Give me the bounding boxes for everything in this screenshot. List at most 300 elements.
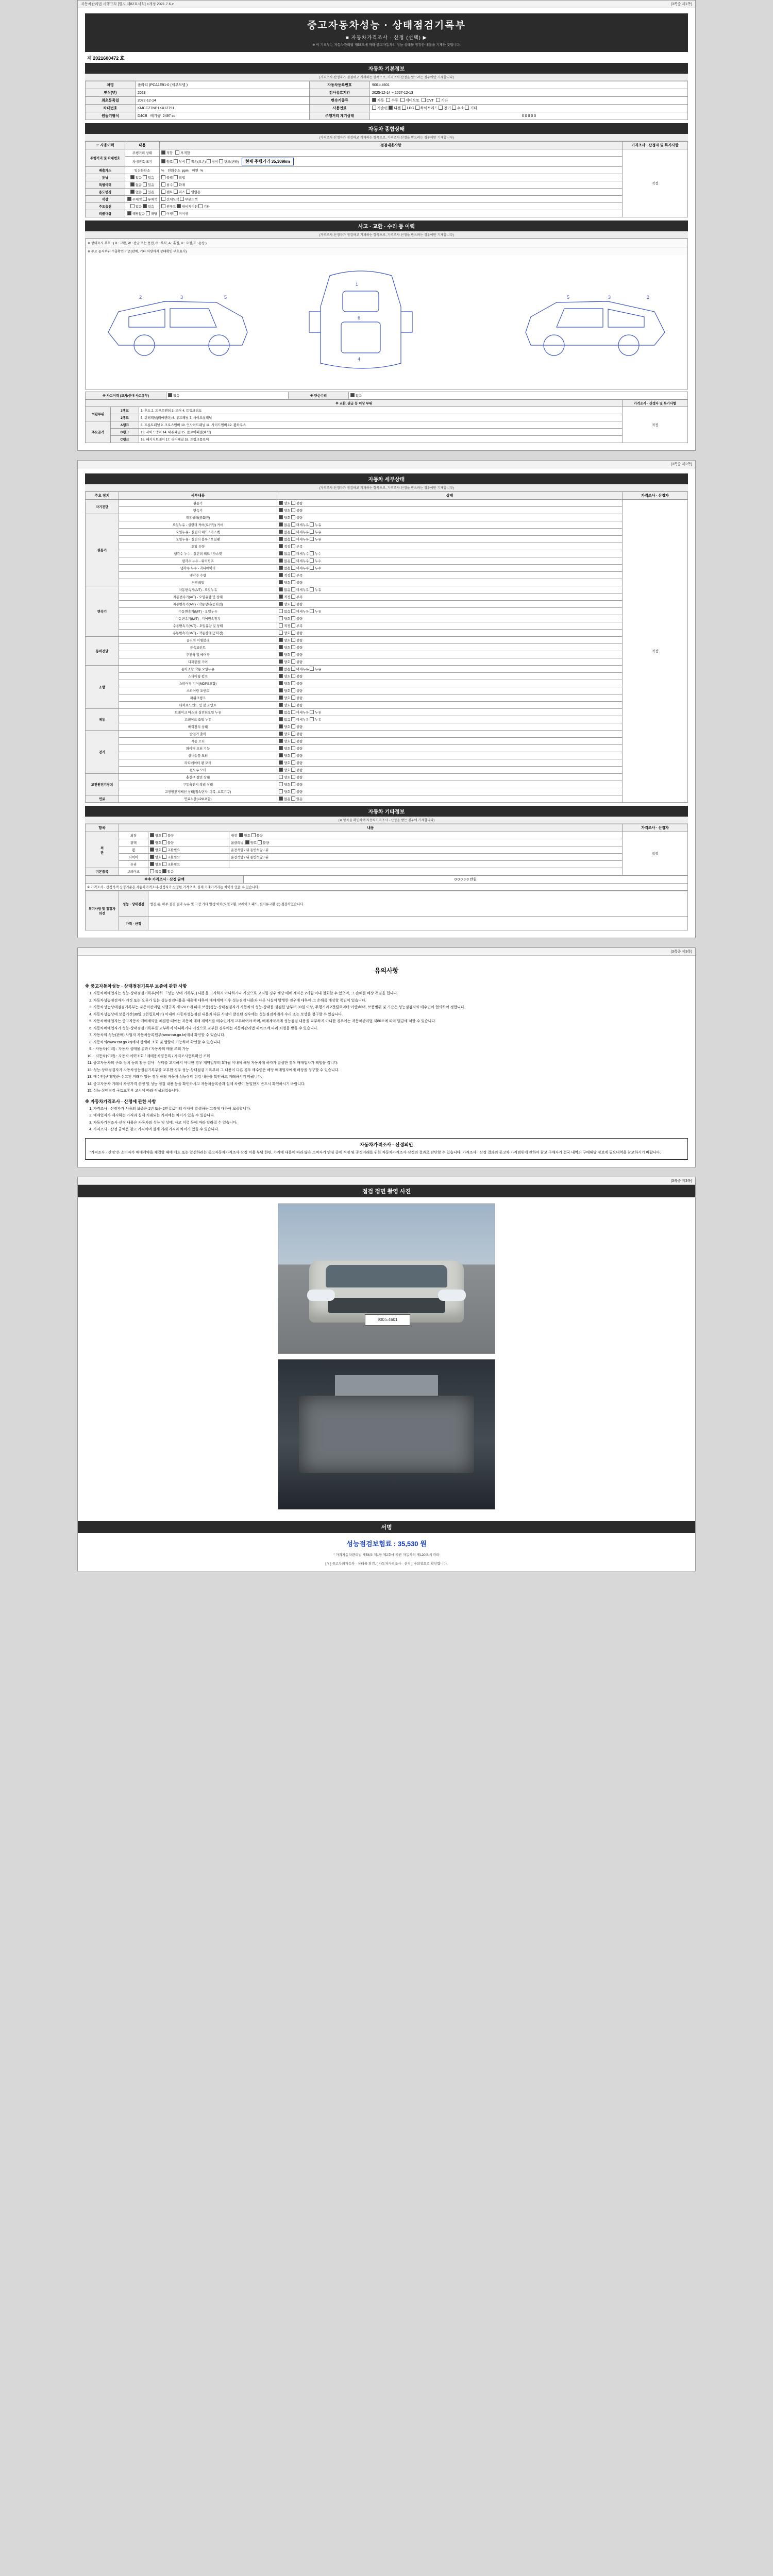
checkbox-vin-corrosion[interactable] <box>174 159 178 163</box>
opt-hv0-0: 양호 <box>284 776 291 779</box>
group-electric: 전기 <box>86 731 119 774</box>
checkbox-brake-2-a[interactable] <box>279 724 283 728</box>
checkbox-trans-0-c[interactable] <box>310 587 314 591</box>
checkbox-trans-3-a[interactable] <box>279 609 283 613</box>
checkbox-hv-2-b[interactable] <box>291 789 295 793</box>
checkbox-etc-1-b[interactable] <box>162 840 166 844</box>
checkbox-hv-1-a[interactable] <box>279 782 283 786</box>
checkbox-fuel-diesel[interactable] <box>389 106 393 110</box>
checkbox-steer-0-a[interactable] <box>279 667 283 671</box>
inspector-note-accident: 적정 <box>623 407 688 443</box>
checkbox-elec-0-b[interactable] <box>291 732 295 736</box>
checkbox-trans-5-b[interactable] <box>291 623 295 628</box>
checkbox-trans-cvt[interactable] <box>422 98 426 102</box>
special-note-table <box>85 891 688 930</box>
checkbox-brake-0-a[interactable] <box>279 710 283 714</box>
status-engine-1 <box>277 521 623 529</box>
checkbox-usechange-lease[interactable] <box>174 190 178 194</box>
photo-front-grille <box>328 1298 445 1313</box>
checkbox-etc-2-a[interactable] <box>150 848 154 852</box>
opt-b1-2: 누유 <box>315 718 322 722</box>
opt-s3-1: 불량 <box>296 689 303 693</box>
status-fuelleak <box>277 795 623 803</box>
status-power-1 <box>277 644 623 651</box>
checkbox-elec-3-b[interactable] <box>291 753 295 757</box>
checkbox-options-yes[interactable] <box>143 204 147 208</box>
checkbox-hv-2-a[interactable] <box>279 789 283 793</box>
item-elec-3: 실내송풍 모터 <box>119 752 277 759</box>
checkbox-trans-6-a[interactable] <box>279 631 283 635</box>
notice-item-12: 13. 매수인(구매자)은 신고된 거래가 있는 경우 해당 자동차 성능상태 점검 내용을 확인하고 거래하시기 바랍니다. <box>93 1075 688 1080</box>
checkbox-engine-7-b[interactable] <box>291 566 295 570</box>
opt-t0-2: 누유 <box>315 588 322 592</box>
opt-etc1-3: 불량 <box>262 841 269 845</box>
notice-item-1: 2. 자동차성능점검자가 거짓 또는 오류가 있는 성능점검내용을 내용에 대하여 매매계약 이후 성능점검 내용과 다른 사실이 발생한 경우에 대하여 그 손해를 배상할 책임이 있습니다. <box>93 998 688 1004</box>
opt-p1-0: 양호 <box>284 646 291 650</box>
opt-etc3-0: 양호 <box>155 856 162 859</box>
row-opts-vin <box>160 157 623 167</box>
opt-p0-1: 불량 <box>296 639 303 642</box>
row-opts-recall <box>160 210 623 217</box>
opt-e2-1: 미세누유 <box>296 531 309 534</box>
checkbox-trans-auto[interactable] <box>372 98 376 102</box>
checkbox-vin-alter[interactable] <box>219 159 223 163</box>
checkbox-engine-7-c[interactable] <box>310 566 314 570</box>
opt-p0-0: 양호 <box>284 639 291 642</box>
checkbox-tuning-none[interactable] <box>130 175 135 179</box>
checkbox-engine-4-b[interactable] <box>291 544 295 548</box>
checkbox-trans-4-a[interactable] <box>279 616 283 620</box>
checkbox-hv-0-a[interactable] <box>279 775 283 779</box>
checkbox-color-chromatic[interactable] <box>143 197 147 201</box>
checkbox-fuel-hydrogen[interactable] <box>452 106 456 110</box>
checkbox-steer-2-a[interactable] <box>279 681 283 685</box>
opt-p1-1: 불량 <box>296 646 303 650</box>
emission-unit-1: ppm <box>182 169 189 173</box>
checkbox-simple-none[interactable] <box>350 393 355 397</box>
row-opts-special <box>160 181 623 189</box>
price-survey-definition-box <box>85 1138 688 1160</box>
opt-fuel-0: 가솔린 <box>377 107 388 110</box>
opt-p3-0: 양호 <box>284 660 291 664</box>
opt-se-0: 양호 <box>284 502 291 505</box>
notice2-item-3: 4. 가격조사 · 산정 금액은 참고 가격이며 실제 거래 가격과 차이가 있을 수 있습니다. <box>93 1127 688 1133</box>
checkbox-color-full[interactable] <box>161 197 165 201</box>
checkbox-engine-9-b[interactable] <box>291 580 295 584</box>
value-mileage-meter: 0 0 0 0 0 <box>370 112 688 120</box>
price-note: ※ 가격조사 · 산정가격 산정기준은 자동차가격조사·산정자가 산정한 가격으로, 실제 거래가격과는 차이가 있을 수 있습니다. <box>86 884 688 891</box>
checkbox-recall-notdone[interactable] <box>174 211 178 215</box>
special-text: 엔진 룸, 하부 점검 결과 누유 및 고장 기타 발생 이력(오일교환, 브레이크 패드, 필터류교환 등) 점검하였습니다. <box>148 891 688 917</box>
checkbox-special-none[interactable] <box>130 182 135 187</box>
checkbox-trans-5-a[interactable] <box>279 623 283 628</box>
sheet-1 <box>77 0 696 451</box>
checkbox-etc-1-d[interactable] <box>258 840 262 844</box>
checkbox-mileage-ok[interactable] <box>161 150 165 155</box>
opt-recall-sub-1: 미이행 <box>178 212 189 216</box>
checkbox-trans-2-a[interactable] <box>279 602 283 606</box>
opt-s1-0: 양호 <box>284 675 291 679</box>
checkbox-special-yes[interactable] <box>143 182 147 187</box>
status-engine-5 <box>277 550 623 557</box>
checkbox-steer-5-a[interactable] <box>279 703 283 707</box>
checkbox-usechange-rent[interactable] <box>161 190 165 194</box>
svg-text:2: 2 <box>139 295 142 300</box>
checkbox-self-engine-bad[interactable] <box>291 501 295 505</box>
checkbox-fuelleak-yes[interactable] <box>291 796 295 801</box>
status-engine-8 <box>277 572 623 579</box>
status-steer-5 <box>277 702 623 709</box>
etc-item-3: 타이어 <box>119 854 148 861</box>
opt-recall-sub-0: 이행 <box>166 212 173 216</box>
group-frame: 주요골격 <box>86 421 111 443</box>
checkbox-etc-0-c[interactable] <box>239 833 243 837</box>
etc-head-item: 항목 <box>86 824 119 832</box>
checkbox-fuelleak-none[interactable] <box>279 796 283 801</box>
checkbox-trans-1-a[interactable] <box>279 595 283 599</box>
checkbox-trans-0-a[interactable] <box>279 587 283 591</box>
svg-text:3: 3 <box>180 295 183 300</box>
checkbox-trans-manual[interactable] <box>386 98 390 102</box>
checkbox-trans-3-c[interactable] <box>310 609 314 613</box>
checkbox-brake-1-b[interactable] <box>291 717 295 721</box>
item-steer-5: 타이로드엔드 및 볼 조인트 <box>119 702 277 709</box>
checkbox-trans-4-b[interactable] <box>291 616 295 620</box>
checkbox-engine-9-a[interactable] <box>279 580 283 584</box>
status-elec-4 <box>277 759 623 767</box>
checkbox-engine-5-a[interactable] <box>279 551 283 555</box>
opt-color-0: 무채색 <box>132 198 142 201</box>
checkbox-power-1-b[interactable] <box>291 645 295 649</box>
checkbox-power-3-a[interactable] <box>279 659 283 664</box>
svg-text:6: 6 <box>358 315 361 320</box>
checkbox-engine-5-b[interactable] <box>291 551 295 555</box>
opt-etc0-3: 불량 <box>256 834 263 838</box>
opt-e0-1: 불량 <box>296 516 303 520</box>
etc-second-4 <box>229 861 623 868</box>
current-mileage-highlight: 현재 주행거리 35,309km <box>242 158 294 165</box>
value-fuel <box>370 105 688 112</box>
opt-st-0: 양호 <box>284 509 291 513</box>
checkbox-steer-3-b[interactable] <box>291 688 295 692</box>
checkbox-steer-2-b[interactable] <box>291 681 295 685</box>
opt-usechange-sub-1: 리스 <box>178 191 186 194</box>
checkbox-etc-1-a[interactable] <box>150 840 154 844</box>
checkbox-basic-yes[interactable] <box>162 869 166 873</box>
checkbox-elec-0-a[interactable] <box>279 732 283 736</box>
etc-item-0: 외장 <box>119 832 148 839</box>
opt-t4-0: 양호 <box>284 617 291 621</box>
rank-b-text: 13. 사이드멤버 14. 대쉬패널 15. 플로어패널(바닥) <box>139 429 623 436</box>
opt-el3-0: 양호 <box>284 754 291 758</box>
checkbox-fuel-lpg[interactable] <box>402 106 406 110</box>
checkbox-usechange-biz[interactable] <box>186 190 190 194</box>
opt-b1-0: 없음 <box>284 718 291 722</box>
status-power-0 <box>277 637 623 644</box>
checkbox-engine-6-b[interactable] <box>291 558 295 563</box>
checkbox-steer-4-a[interactable] <box>279 696 283 700</box>
opt-basic-1: 있음 <box>167 870 174 874</box>
checkbox-hv-1-b[interactable] <box>291 782 295 786</box>
checkbox-engine-6-c[interactable] <box>310 558 314 563</box>
checkbox-hv-0-b[interactable] <box>291 775 295 779</box>
opt-e9-0: 양호 <box>284 581 291 585</box>
checkbox-special-flood[interactable] <box>161 182 165 187</box>
opt-el5-1: 불량 <box>296 769 303 772</box>
checkbox-accident-none[interactable] <box>168 393 172 397</box>
checkbox-elec-1-a[interactable] <box>279 739 283 743</box>
etc-second-1 <box>229 839 623 846</box>
checkbox-power-1-a[interactable] <box>279 645 283 649</box>
checkbox-brake-1-c[interactable] <box>310 717 314 721</box>
checkbox-color-achromatic[interactable] <box>127 197 131 201</box>
row-item-options <box>125 203 160 210</box>
checkbox-tuning-yes[interactable] <box>143 175 147 179</box>
checkbox-steer-1-a[interactable] <box>279 674 283 678</box>
checkbox-elec-2-b[interactable] <box>291 746 295 750</box>
checkbox-brake-0-b[interactable] <box>291 710 295 714</box>
checkbox-power-2-b[interactable] <box>291 652 295 656</box>
value-engine-type <box>136 112 310 120</box>
svg-text:5: 5 <box>567 295 570 300</box>
group-steering: 조향 <box>86 666 119 709</box>
signature-footnote-1: " 가격자동차관리법 제58조 제1항 제2호에 따른 자동차의 제120조에 따라 <box>333 1553 440 1557</box>
checkbox-engine-6-a[interactable] <box>279 558 283 563</box>
checkbox-steer-0-c[interactable] <box>310 667 314 671</box>
sheet2-left <box>81 462 82 467</box>
head-content: 내용 <box>125 142 160 149</box>
checkbox-trans-semi[interactable] <box>400 98 405 102</box>
label-accident-history: ※ 사고이력 (교차/중대 사고유무) <box>86 392 166 399</box>
head-item: 세부내용 <box>119 492 277 500</box>
item-brake-0: 브레이크 마스터 실린더오일 누유 <box>119 709 277 716</box>
row-opts-usechange <box>160 189 623 196</box>
opt-el0-0: 양호 <box>284 733 291 736</box>
checkbox-recall-na[interactable] <box>127 211 131 215</box>
checkbox-engine-7-a[interactable] <box>279 566 283 570</box>
checkbox-basic-none[interactable] <box>150 869 154 873</box>
checkbox-trans-2-b[interactable] <box>291 602 295 606</box>
opt-tuning-sub-1: 적법 <box>178 176 186 180</box>
group-outer-panel: 외판부위 <box>86 407 111 421</box>
status-engine-9 <box>277 579 623 586</box>
checkbox-etc-0-a[interactable] <box>150 833 154 837</box>
checkbox-brake-2-b[interactable] <box>291 724 295 728</box>
checkbox-engine-8-a[interactable] <box>279 573 283 577</box>
status-elec-1 <box>277 738 623 745</box>
checkbox-engine-8-b[interactable] <box>291 573 295 577</box>
opt-e5-2: 누수 <box>315 552 322 556</box>
checkbox-elec-3-a[interactable] <box>279 753 283 757</box>
opt-e9-1: 불량 <box>296 581 303 585</box>
opt-fuel-2: LPG <box>407 107 414 110</box>
checkbox-fuel-gasoline[interactable] <box>372 106 376 110</box>
checkbox-elec-5-b[interactable] <box>291 768 295 772</box>
signature-section-title: 서명 <box>78 1521 695 1533</box>
item-hv-1: 구동축전지 격리 상태 <box>119 781 277 788</box>
checkbox-vin-good[interactable] <box>161 159 165 163</box>
checkbox-steer-5-b[interactable] <box>291 703 295 707</box>
checkbox-color-partial[interactable] <box>180 197 184 201</box>
notice-item-13: 14. 중고자동차 거래시 차량가격 산정 및 성능 점검 내용 등을 확인하시고 자동차등록증과 실제 차량이 동일한지 반드시 확인하시기 바랍니다. <box>93 1082 688 1088</box>
status-trans-3 <box>277 608 623 615</box>
checkbox-engine-2-b[interactable] <box>291 530 295 534</box>
row-item-usechange <box>125 189 160 196</box>
checkbox-tuning-illegal[interactable] <box>161 175 165 179</box>
item-trans-0: 자동변속기(A/T) - 오일누유 <box>119 586 277 594</box>
opt-s0-2: 누유 <box>315 668 322 671</box>
checkbox-etc-4-b[interactable] <box>162 862 166 866</box>
checkbox-etc-0-b[interactable] <box>162 833 166 837</box>
checkbox-etc-1-c[interactable] <box>245 840 249 844</box>
checkbox-elec-5-a[interactable] <box>279 768 283 772</box>
item-steer-2: 스티어링 기어(MDPS포함) <box>119 680 277 687</box>
checkbox-trans-1-b[interactable] <box>291 595 295 599</box>
checkbox-steer-1-b[interactable] <box>291 674 295 678</box>
checkbox-engine-1-a[interactable] <box>279 522 283 527</box>
checkbox-engine-2-a[interactable] <box>279 530 283 534</box>
opt-e3-0: 없음 <box>284 538 291 541</box>
checkbox-etc-0-d[interactable] <box>251 833 256 837</box>
checkbox-tuning-legal[interactable] <box>174 175 178 179</box>
checkbox-recall-done[interactable] <box>161 211 165 215</box>
opt-recall-1: 해당 <box>150 212 158 216</box>
checkbox-options-etc[interactable] <box>198 204 203 208</box>
emission-co: 일산화탄소 <box>134 169 150 173</box>
checkbox-options-navi[interactable] <box>177 204 181 208</box>
checkbox-trans-6-b[interactable] <box>291 631 295 635</box>
opt-el5-0: 양호 <box>284 769 291 772</box>
checkbox-engine-0-b[interactable] <box>291 515 295 519</box>
checkbox-trans-3-b[interactable] <box>291 609 295 613</box>
emission-smoke: 매연 <box>192 169 198 173</box>
checkbox-options-sunroof[interactable] <box>161 204 165 208</box>
checkbox-recall-yes[interactable] <box>146 211 150 215</box>
opt-t1-1: 부족 <box>296 596 303 599</box>
status-brake-0 <box>277 709 623 716</box>
section-basic-info: 자동차 기본정보 <box>85 63 688 74</box>
opt-e4-0: 적정 <box>284 545 291 549</box>
checkbox-usechange-none[interactable] <box>130 190 135 194</box>
opt-e7-2: 누수 <box>315 567 322 570</box>
checkbox-self-trans-good[interactable] <box>279 508 283 512</box>
checkbox-power-0-b[interactable] <box>291 638 295 642</box>
checkbox-elec-4-b[interactable] <box>291 760 295 765</box>
checkbox-self-engine-good[interactable] <box>279 501 283 505</box>
opt-e5-0: 없음 <box>284 552 291 556</box>
checkbox-fuel-etc[interactable] <box>465 106 469 110</box>
checkbox-vin-damage[interactable] <box>186 159 190 163</box>
item-engine-6: 냉각수 누수 - 워터펌프 <box>119 557 277 565</box>
sheet4-left <box>81 1178 82 1183</box>
checkbox-power-0-a[interactable] <box>279 638 283 642</box>
head-main-device: 주요 장치 <box>86 492 119 500</box>
rank-2-text: 5. 쿼터패널(리어펜더) 6. 루프패널 7. 사이드실패널 <box>139 414 623 421</box>
checkbox-trans-0-b[interactable] <box>291 587 295 591</box>
photo-underbody <box>278 1359 495 1510</box>
checkbox-elec-2-a[interactable] <box>279 746 283 750</box>
etc-table <box>85 824 688 875</box>
checkbox-mileage-ng[interactable] <box>175 150 179 155</box>
fee-label: 성능점검보험료 : <box>346 1539 396 1548</box>
item-engine-8: 냉각수 수량 <box>119 572 277 579</box>
checkbox-engine-1-b[interactable] <box>291 522 295 527</box>
status-hv-0 <box>277 774 623 781</box>
checkbox-engine-4-a[interactable] <box>279 544 283 548</box>
checkbox-vin-diff[interactable] <box>207 159 211 163</box>
checkbox-steer-4-b[interactable] <box>291 696 295 700</box>
opt-vin-4: 변조(변타) <box>224 160 239 164</box>
opt-fuel-6: 기타 <box>470 107 477 110</box>
checkbox-fuel-ev[interactable] <box>439 106 443 110</box>
checkbox-elec-1-b[interactable] <box>291 739 295 743</box>
checkbox-engine-3-b[interactable] <box>291 537 295 541</box>
checkbox-engine-2-c[interactable] <box>310 530 314 534</box>
checkbox-self-trans-bad[interactable] <box>291 508 295 512</box>
checkbox-steer-0-b[interactable] <box>291 667 295 671</box>
page-number-4: (3쪽중 제3쪽) <box>670 1179 692 1183</box>
label-fuel: 사용연료 <box>310 105 370 112</box>
opt-recall-0: 해당없음 <box>132 212 145 216</box>
opt-fl-1: 있음 <box>296 798 303 801</box>
checkbox-etc-2-b[interactable] <box>162 848 166 852</box>
checkbox-etc-3-b[interactable] <box>162 855 166 859</box>
checkbox-options-none[interactable] <box>130 204 135 208</box>
opt-el1-1: 불량 <box>296 740 303 743</box>
sheet1-topbar <box>78 1 695 8</box>
notice-item-5: 6. 자동차매매업자가 성능·상태점검기록부를 교부하지 아니하거나 거짓으로 교부한 경우에는 자동차관리법 제79조에 따라 처벌을 받을 수 있습니다. <box>93 1026 688 1032</box>
checkbox-fuel-hybrid[interactable] <box>415 106 419 110</box>
section-etc-note: (※ 항목을 확인하여 자동차가격조사 · 산정을 받는 경우에 기재합니다) <box>85 817 688 824</box>
checkbox-engine-5-c[interactable] <box>310 551 314 555</box>
opt-e6-0: 없음 <box>284 560 291 563</box>
checkbox-power-2-a[interactable] <box>279 652 283 656</box>
opt-fuel-4: 전기 <box>444 107 451 110</box>
group-fuel: 연료 <box>86 795 119 803</box>
checkbox-etc-3-a[interactable] <box>150 855 154 859</box>
checkbox-power-3-b[interactable] <box>291 659 295 664</box>
checkbox-steer-3-a[interactable] <box>279 688 283 692</box>
item-steer-3: 스티어링 조인트 <box>119 687 277 694</box>
item-hv-0: 충전구 절연 상태 <box>119 774 277 781</box>
checkbox-elec-4-a[interactable] <box>279 760 283 765</box>
checkbox-engine-3-a[interactable] <box>279 537 283 541</box>
status-self-engine <box>277 500 623 507</box>
checkbox-special-fire[interactable] <box>174 182 178 187</box>
checkbox-brake-1-a[interactable] <box>279 717 283 721</box>
opt-mileage-1: 부적합 <box>180 151 190 155</box>
rank-2: 2랭크 <box>111 414 139 421</box>
checkbox-engine-0-a[interactable] <box>279 515 283 519</box>
checkbox-trans-etc[interactable] <box>436 98 440 102</box>
status-steer-1 <box>277 673 623 680</box>
checkbox-engine-1-c[interactable] <box>310 522 314 527</box>
opt-trans-1: 수동 <box>391 99 398 103</box>
checkbox-usechange-yes[interactable] <box>143 190 147 194</box>
etc-status-0 <box>148 832 229 839</box>
status-trans-4 <box>277 615 623 622</box>
checkbox-etc-4-a[interactable] <box>150 862 154 866</box>
checkbox-brake-0-c[interactable] <box>310 710 314 714</box>
status-elec-0 <box>277 731 623 738</box>
docno-value: 2021600472 <box>93 56 119 61</box>
opt-s3-0: 양호 <box>284 689 291 693</box>
value-transmission <box>370 97 688 105</box>
page-number-1: (3쪽중 제1쪽) <box>670 3 692 6</box>
sheet-3 <box>77 947 696 1167</box>
checkbox-engine-3-c[interactable] <box>310 537 314 541</box>
opt-el0-1: 불량 <box>296 733 303 736</box>
